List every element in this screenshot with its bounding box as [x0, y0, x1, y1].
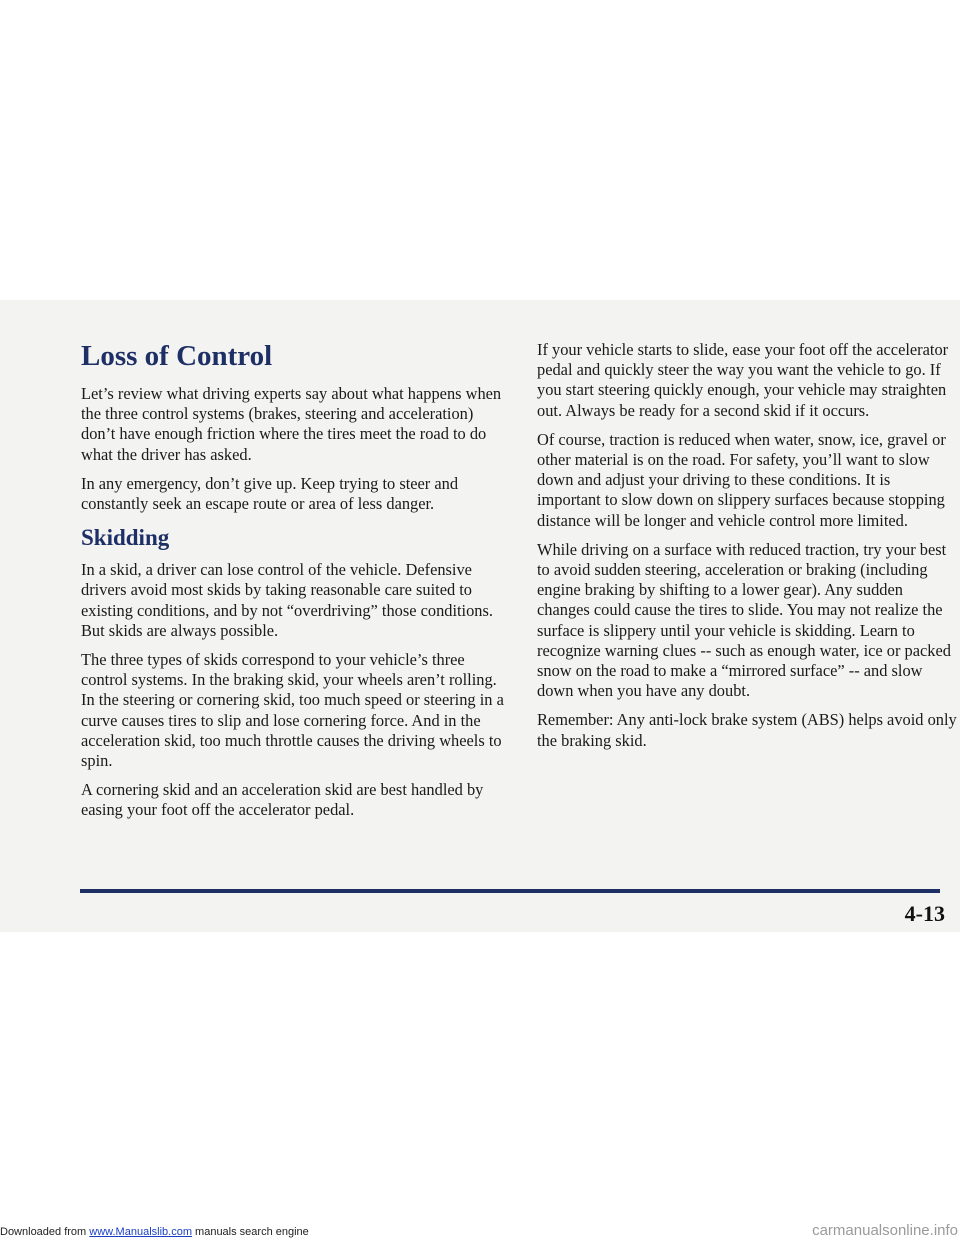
watermark-text: carmanualsonline.info: [812, 1222, 958, 1239]
paragraph-slide-recovery: If your vehicle starts to slide, ease your foot off the accelerator pedal and quickly steer the way you want the vehicle to go. If you start steering quickly enough, your vehicle may straighten out. Always be ready for a second skid if it occurs.: [537, 340, 949, 420]
paragraph-abs: Remember: Any anti-lock brake system (ABS) helps avoid only the braking skid.: [537, 710, 957, 750]
paragraph-skid-control: In a skid, a driver can lose control of the vehicle. Defensive drivers avoid most skids by taking reasonable care suited to existing conditions, and by not “overdriving” those conditions. But skids are always possible.: [81, 560, 493, 640]
paragraph-reduced-traction: While driving on a surface with reduced traction, try your best to avoid sudden steering, acceleration or braking (including engine braking by shifting to a lower gear). Any sudden changes could cause the tires to slide. You may not realize the surface is slippery until your vehicle is skidding. Learn to recognize warning clues -- such as enough water, ice or packed snow on the road to make a “mirrored surface” -- and slow down when you have any doubt.: [537, 539, 951, 701]
paragraph-traction: Of course, traction is reduced when water, snow, ice, gravel or other material is on the road. For safety, you’ll want to slow down and adjust your driving to these conditions. It is important to slow down on slippery surfaces because stopping distance will be longer and vehicle control more limited.: [537, 429, 946, 530]
paragraph-skid-types: The three types of skids correspond to your vehicle’s three control systems. In the braking skid, your wheels aren’t rolling. In the steering or cornering skid, too much speed or steering in a curve causes tires to slip and lose cornering force. And in the acceleration skid, too much throttle causes the driving wheels to spin.: [81, 650, 504, 771]
paragraph-cornering-skid: A cornering skid and an acceleration skid are best handled by easing your foot off the accelerator pedal.: [81, 780, 484, 820]
footer-prefix: Downloaded from: [0, 1226, 90, 1238]
left-column: [81, 338, 507, 830]
paragraph-intro: Let’s review what driving experts say about what happens when the three control systems (brakes, steering and acceleration) don’t have enough friction where the tires meet the road to do what the driver has asked.: [81, 384, 502, 464]
section-heading-loss-of-control: Loss of Control: [81, 340, 273, 372]
page-number: 4-13: [904, 901, 945, 926]
right-column: [537, 340, 957, 760]
footer-suffix: manuals search engine: [191, 1226, 309, 1238]
page-rule: [80, 889, 940, 893]
paragraph-emergency: In any emergency, don’t give up. Keep trying to steer and constantly seek an escape route or area of less danger.: [81, 473, 459, 514]
manualslib-link[interactable]: www.Manualslib.com: [89, 1226, 192, 1238]
section-heading-skidding: Skidding: [81, 525, 170, 551]
download-footer: [0, 1226, 309, 1238]
